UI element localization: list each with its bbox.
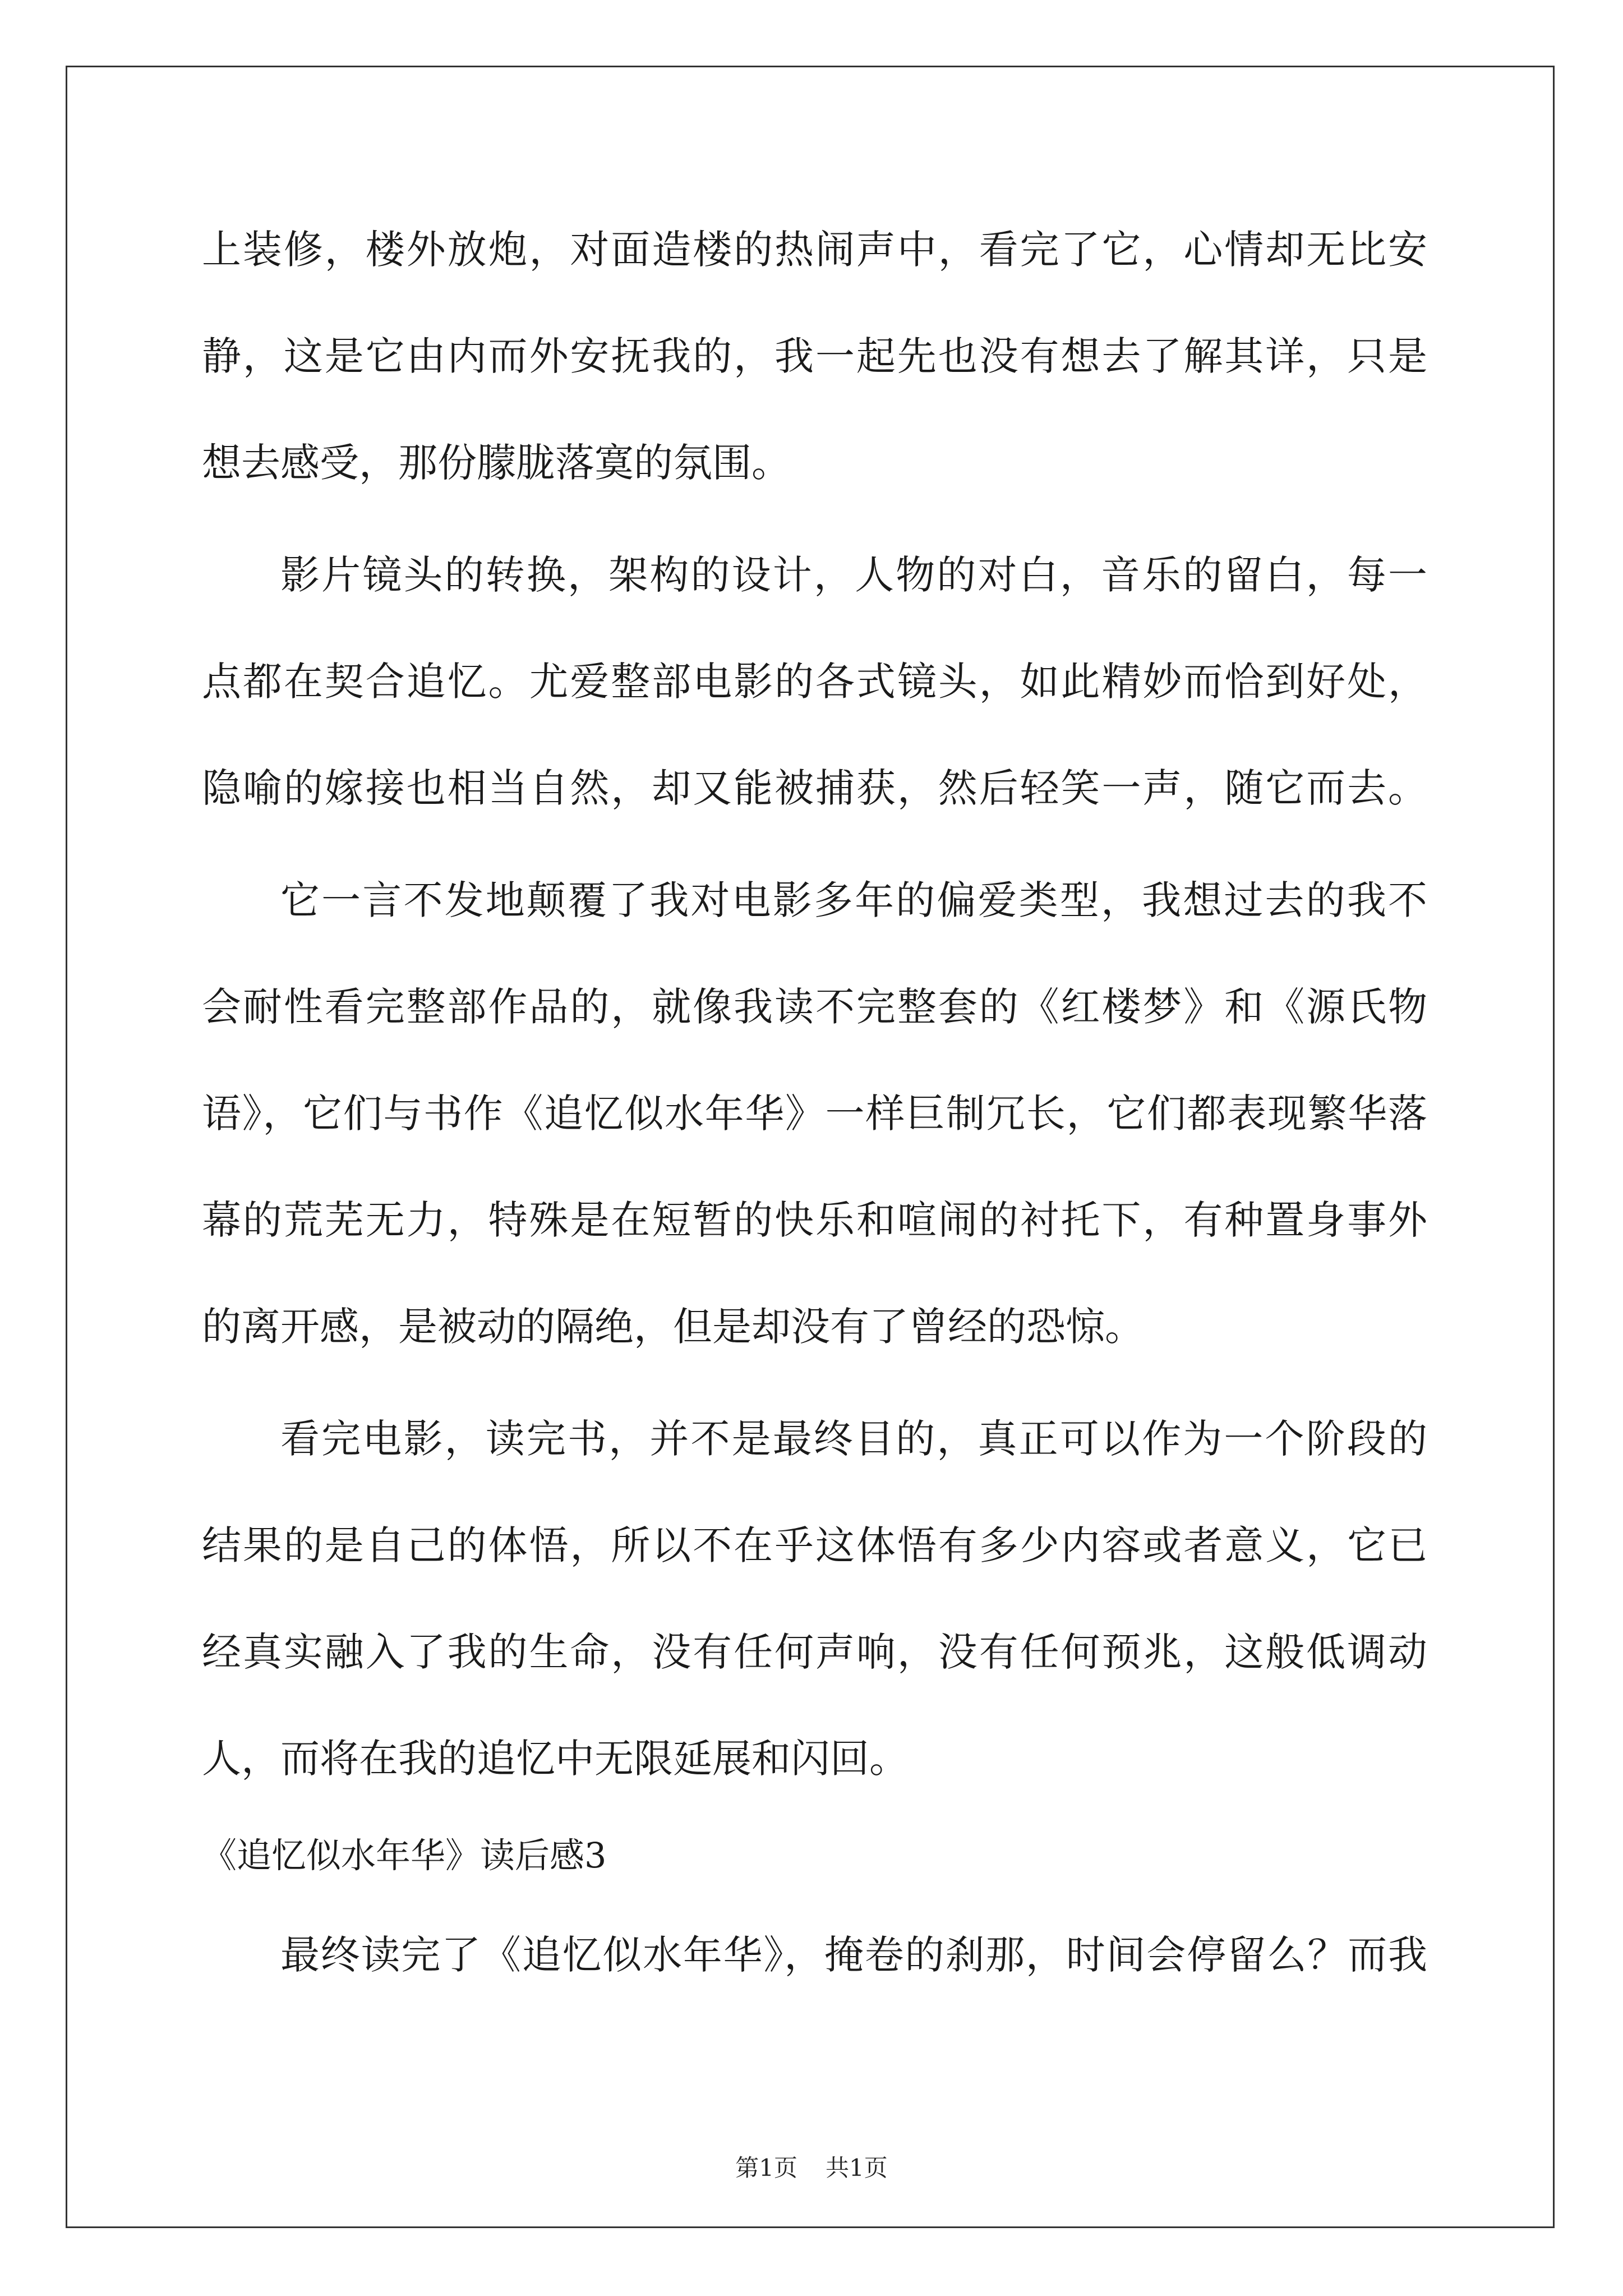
page-number-total: 共1页 xyxy=(826,2154,888,2182)
page-border xyxy=(66,66,1555,2228)
text-line: 静，这是它由内而外安抚我的，我一起先也没有想去了解其详，只是 xyxy=(202,334,1427,379)
paragraph-first-line: 影片镜头的转换，架构的设计，人物的对白，音乐的留白，每一 xyxy=(280,553,1427,597)
text-line: 人，而将在我的追忆中无限延展和闪回。 xyxy=(202,1736,909,1781)
page-number-current: 第1页 xyxy=(735,2154,797,2182)
text-line: 隐喻的嫁接也相当自然，却又能被捕获，然后轻笑一声，随它而去。 xyxy=(202,766,1427,811)
text-line: 会耐性看完整部作品的，就像我读不完整套的《红楼梦》和《源氏物 xyxy=(202,984,1427,1029)
text-line: 上装修，楼外放炮，对面造楼的热闹声中，看完了它，心情却无比安 xyxy=(202,227,1427,272)
text-line: 经真实融入了我的生命，没有任何声响，没有任何预兆，这般低调动 xyxy=(202,1630,1427,1674)
text-line: 的离开感，是被动的隔绝，但是却没有了曾经的恐惊。 xyxy=(202,1304,1144,1349)
paragraph-first-line: 最终读完了《追忆似水年华》，掩卷的刹那，时间会停留么？而我 xyxy=(280,1932,1427,1977)
text-line: 点都在契合追忆。尤爱整部电影的各式镜头，如此精妙而恰到好处， xyxy=(202,659,1427,704)
page-footer xyxy=(0,2154,1623,2182)
text-line: 想去感受，那份朦胧落寞的氛围。 xyxy=(202,440,791,485)
paragraph-first-line: 它一言不发地颠覆了我对电影多年的偏爱类型，我想过去的我不 xyxy=(280,878,1427,923)
text-line: 语》，它们与书作《追忆似水年华》一样巨制冗长，它们都表现繁华落 xyxy=(202,1091,1427,1136)
text-line: 结果的是自己的体悟，所以不在乎这体悟有多少内容或者意义，它已 xyxy=(202,1523,1427,1568)
paragraph-first-line: 看完电影，读完书，并不是最终目的，真正可以作为一个阶段的 xyxy=(280,1416,1427,1461)
section-heading: 《追忆似水年华》读后感3 xyxy=(202,1835,607,1876)
text-line: 幕的荒芜无力，特殊是在短暂的快乐和喧闹的衬托下，有种置身事外 xyxy=(202,1198,1427,1243)
